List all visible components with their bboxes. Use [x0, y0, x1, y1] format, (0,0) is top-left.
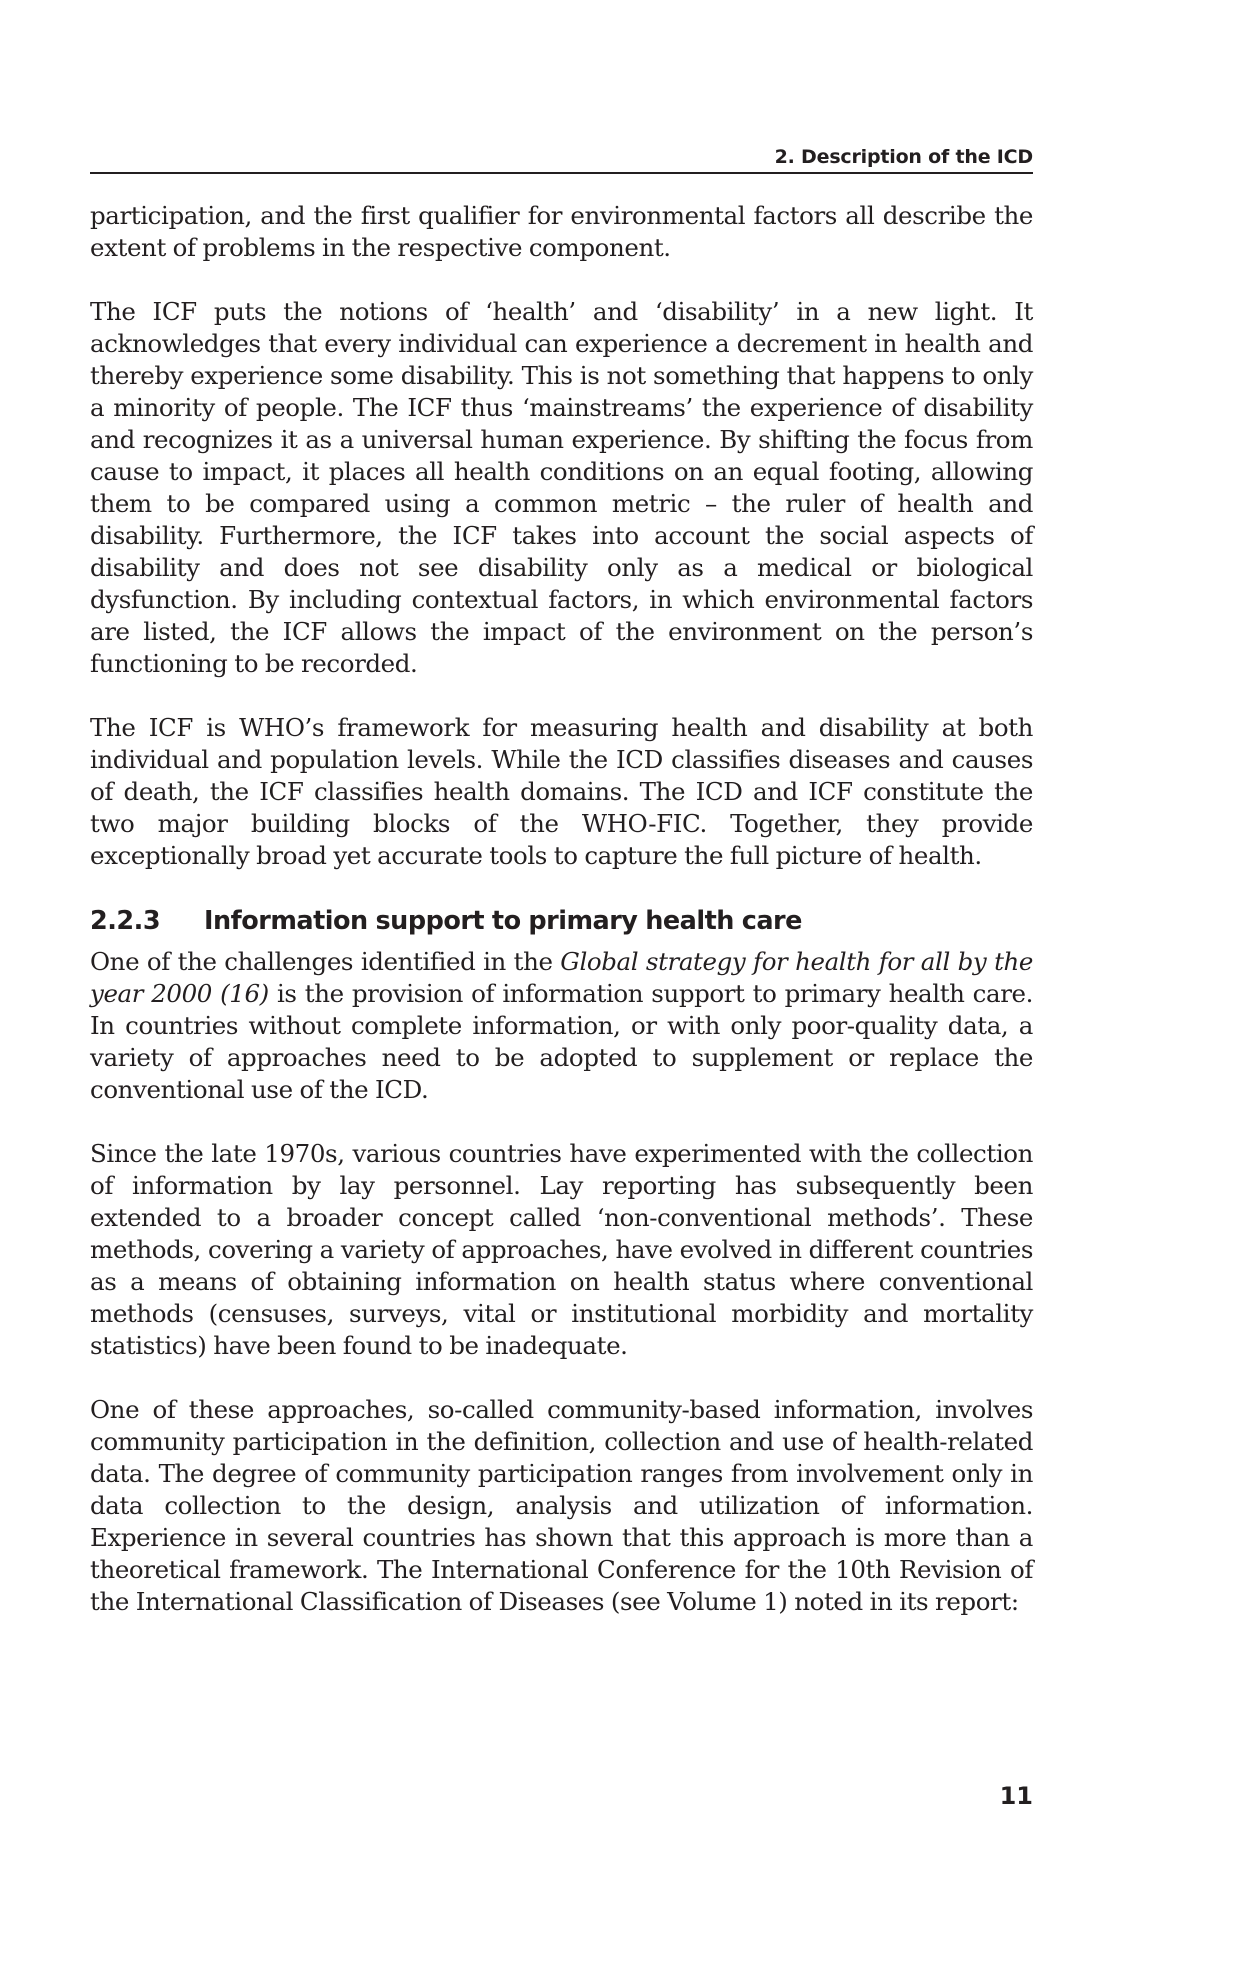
paragraph-4-lead: One of the challenges identified in the: [90, 947, 561, 976]
paragraph-2: The ICF puts the notions of ‘health’ and ‘disability’ in a new light. It acknowledges that every individual can experience a decrement in health and thereby experience some disability. This is not something that happens to only a minority of people. The ICF thus ‘mainstreams’ the experience of disability and recognizes it as a universal human experience. By shifting the focus from cause to impact, it places all health conditions on an equal footing, allowing them to be compared using a common metric – the ruler of health and disability. Furthermore, the ICF takes into account the social aspects of disability and does not see disability only as a medical or biological dysfunction. By including contextual factors, in which environmental factors are listed, the ICF allows the impact of the environment on the person’s functioning to be recorded.: [90, 297, 1033, 678]
paragraph-1: participation, and the first qualifier for environmental factors all describe the extent of problems in the respective component.: [90, 201, 1033, 262]
paragraph-5: Since the late 1970s, various countries have experimented with the collection of information by lay personnel. Lay reporting has subsequently been extended to a broader concept called ‘non-conventional methods’. These methods, covering a variety of approaches, have evolved in different countries as a means of obtaining information on health status where conventional methods (censuses, surveys, vital or institutional morbidity and mortality statistics) have been found to be inadequate.: [90, 1139, 1033, 1360]
strategy-citation: Global strategy for health for all by the year 2000 (16): [90, 947, 1033, 1008]
header-rule: [90, 172, 1033, 174]
section-heading: [90, 904, 1033, 938]
paragraph-4-rest: is the provision of information support to primary health care. In countries without complete information, or with only poor-quality data, a variety of approaches need to be adopted to supplement or replace the conventional use of the ICD.: [90, 979, 1034, 1104]
paragraph-4: [90, 946, 1033, 1106]
body-text: [90, 200, 1033, 1618]
section-number: 2.2.3: [90, 906, 161, 936]
paragraph-3: The ICF is WHO’s framework for measuring health and disability at both individual and population levels. While the ICD classifies diseases and causes of death, the ICF classifies health domains. The ICD and ICF constitute the two major building blocks of the WHO-FIC. Together, they provide exceptionally broad yet accurate tools to capture the full picture of health.: [90, 713, 1033, 870]
paragraph-6: One of these approaches, so-called community-based information, involves community participation in the definition, collection and use of health-related data. The degree of community participation ranges from involvement only in data collection to the design, analysis and utilization of information. Experience in several countries has shown that this approach is more than a theoretical framework. The International Conference for the 10th Revision of the International Classification of Diseases (see Volume 1) noted in its report:: [90, 1395, 1033, 1616]
section-title: Information support to primary health care: [204, 906, 802, 936]
running-header: 2. Description of the ICD: [774, 146, 1033, 168]
page-number: 11: [999, 1782, 1033, 1810]
